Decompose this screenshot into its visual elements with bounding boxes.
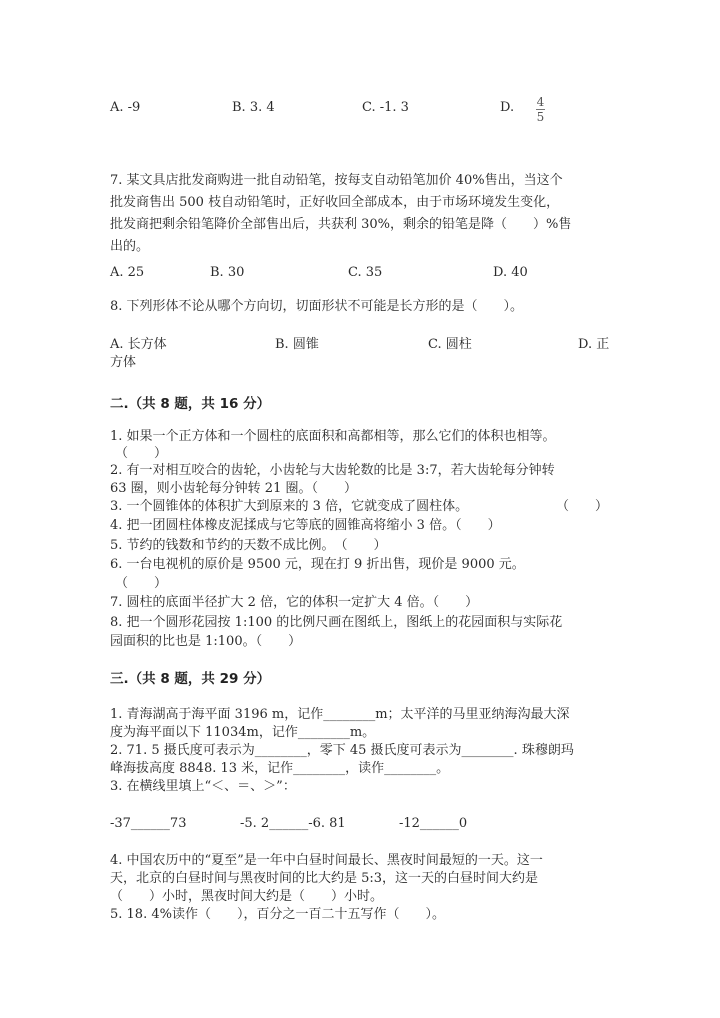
section-2-line: 3. 一个圆锥体的体积扩大到原来的 3 倍，它就变成了圆柱体。	[110, 499, 469, 514]
section-2-line: 8. 把一个圆形花园按 1:100 的比例尺画在图纸上，图纸上的花园面积与实际花	[110, 615, 563, 630]
answer-bracket[interactable]: （ ）	[115, 576, 168, 591]
section-2-line: 园面积的比也是 1:100。（ ）	[110, 634, 302, 649]
question-7-line: 出的。	[110, 239, 150, 254]
option-b: B. 30	[210, 265, 245, 280]
fraction-four-fifths	[536, 96, 545, 123]
option-d: D. 40	[493, 265, 528, 280]
option-a: A. 25	[110, 265, 145, 280]
section-3-line: 1. 青海湖高于海平面 3196 m，记作________m；太平洋的马里亚纳海沟最大深	[110, 707, 570, 722]
comparison-blank[interactable]: -37______73	[110, 816, 187, 831]
section-title: 三.（共 8 题，共 29 分）	[110, 671, 271, 687]
option-c: C. -1. 3	[362, 100, 409, 115]
fraction-numerator: 4	[536, 95, 545, 109]
option-a: A. 长方体	[110, 337, 167, 352]
comparison-blank[interactable]: -12______0	[399, 816, 468, 831]
section-3-line: 天，北京的白昼时间与黑夜时间的比大约是 5:3，这一天的白昼时间大约是	[110, 871, 539, 886]
question-8-stem: 8. 下列形体不论从哪个方向切，切面形状不可能是长方形的是（ ）。	[110, 299, 524, 314]
question-7-line: 7. 某文具店批发商购进一批自动铅笔，按每支自动铅笔加价 40%售出，当这个	[110, 173, 563, 188]
question-7-line: 批发商售出 500 枝自动铅笔时，正好收回全部成本，由于市场环境发生变化，	[110, 195, 560, 210]
option-c: C. 圆柱	[428, 337, 472, 352]
section-3-line: （ ）小时，黑夜时间大约是（ ）小时。	[110, 889, 384, 904]
section-3-line: 4. 中国农历中的“夏至”是一年中白昼时间最长、黑夜时间最短的一天。这一	[110, 853, 543, 868]
section-2-line: 6. 一台电视机的原价是 9500 元，现在打 9 折出售，现价是 9000 元。	[110, 557, 525, 572]
section-3-line: 3. 在横线里填上“＜、＝、＞”：	[110, 779, 296, 794]
option-c: C. 35	[348, 265, 383, 280]
section-2-line: 5. 节约的钱数和节约的天数不成比例。 （ ）	[110, 538, 387, 553]
section-2-line: 2. 有一对相互咬合的齿轮，小齿轮与大齿轮数的比是 3:7，若大齿轮每分钟转	[110, 463, 555, 478]
section-3-line: 峰海拔高度 8848. 13 米，记作________，读作________。	[110, 761, 450, 776]
section-3-line: 2. 71. 5 摄氏度可表示为________，零下 45 摄氏度可表示为________. 珠穆朗玛	[110, 743, 574, 758]
option-a: A. -9	[110, 100, 141, 115]
option-d: D. 正	[578, 337, 610, 352]
section-3-line: 度为海平面以下 11034m，记作________m。	[110, 725, 376, 740]
answer-bracket[interactable]: （ ）	[115, 446, 168, 461]
fraction-denominator: 5	[536, 110, 545, 124]
section-3-line: 5. 18. 4%读作（ ），百分之一百二十五写作（ ）。	[110, 907, 445, 922]
answer-bracket[interactable]: （ ）	[556, 499, 609, 514]
section-2-line: 1. 如果一个正方体和一个圆柱的底面积和高都相等，那么它们的体积也相等。	[110, 429, 556, 444]
section-2-line: 4. 把一团圆柱体橡皮泥揉成与它等底的圆锥高将缩小 3 倍。（ ）	[110, 518, 501, 533]
section-title: 二.（共 8 题，共 16 分）	[110, 396, 271, 412]
section-2-line: 7. 圆柱的底面半径扩大 2 倍，它的体积一定扩大 4 倍。（ ）	[110, 595, 479, 610]
option-d-wrap: 方体	[110, 355, 137, 370]
option-b: B. 圆锥	[275, 337, 319, 352]
option-b: B. 3. 4	[232, 100, 275, 115]
question-7-line: 批发商把剩余铅笔降价全部售出后，共获利 30%，剩余的铅笔是降（ ）%售	[110, 217, 572, 232]
section-2-line: 63 圈，则小齿轮每分钟转 21 圈。（ ）	[110, 481, 357, 496]
comparison-blank[interactable]: -5. 2______-6. 81	[240, 816, 346, 831]
option-d: D.	[500, 100, 515, 115]
